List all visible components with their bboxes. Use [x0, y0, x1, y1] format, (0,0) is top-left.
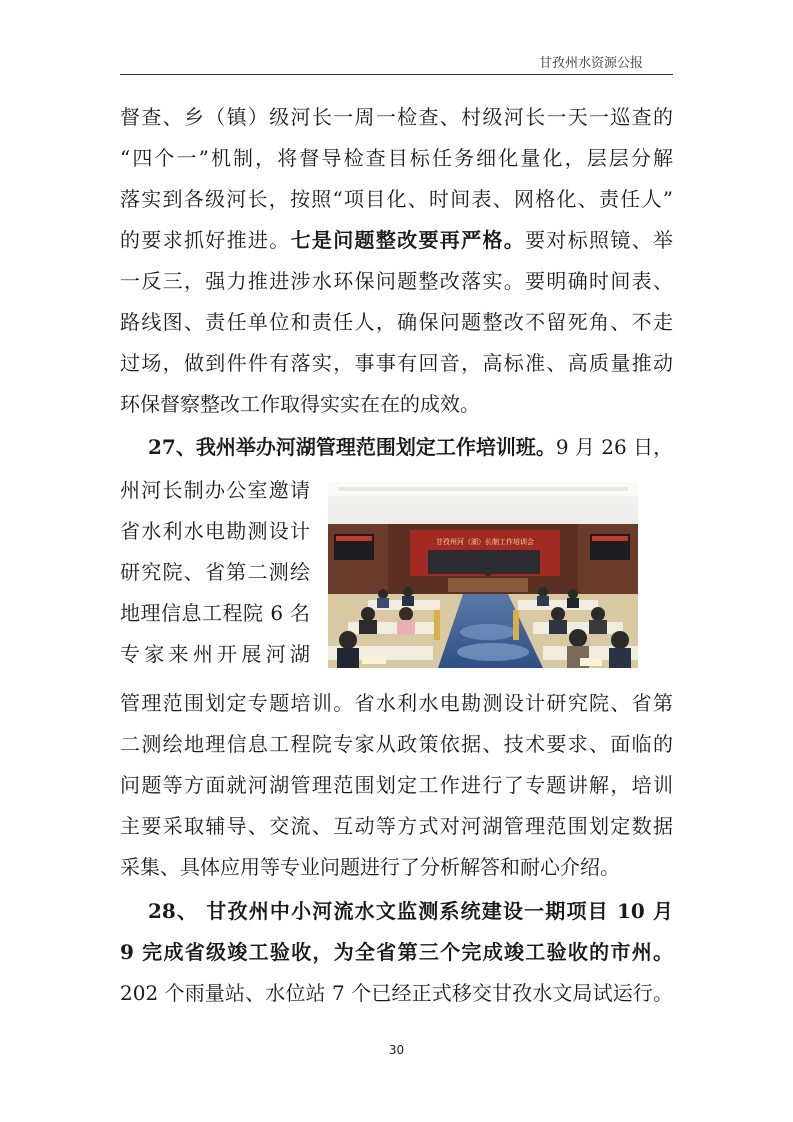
body-text: 9 月 26 日，	[555, 435, 673, 459]
item-27-heading	[148, 434, 673, 460]
body-line-7: 过场，做到件件有落实，事事有回音，高标准、高质量推动	[120, 351, 673, 375]
body-line-17: 202 个雨量站、水位站 7 个已经正式移交甘孜水文局试运行。	[120, 981, 673, 1005]
wrap-line-4: 地理信息工程院 6 名	[120, 601, 310, 625]
body-line-10: 管理范围划定专题培训。省水利水电勘测设计研究院、省第	[120, 691, 673, 715]
body-line-6: 路线图、责任单位和责任人，确保问题整改不留死角、不走	[120, 310, 673, 334]
training-meeting-photo	[328, 482, 638, 668]
body-text: 要对标照镜、举	[525, 228, 673, 252]
wrap-line-3: 研究院、省第二测绘	[120, 560, 310, 584]
body-line-8: 环保督察整改工作取得实实在在的成效。	[120, 392, 480, 416]
header-rule	[120, 74, 673, 75]
body-line-5: 一反三，强力推进涉水环保问题整改落实。要明确时间表、	[120, 269, 673, 293]
item-28-heading: 28、 甘孜州中小河流水文监测系统建设一期项目 10 月	[148, 899, 673, 923]
item-28-heading-cont: 9 完成省级竣工验收，为全省第三个完成竣工验收的市州。	[120, 940, 673, 964]
bold-heading: 七是问题整改要再严格。	[290, 228, 526, 252]
body-line-14: 采集、具体应用等专业问题进行了分析解答和耐心介绍。	[120, 855, 620, 879]
wrap-line-2: 省水利水电勘测设计	[120, 519, 310, 543]
body-line-3: 落实到各级河长，按照“项目化、时间表、网格化、责任人”	[120, 187, 673, 211]
body-line-11: 二测绘地理信息工程院专家从政策依据、技术要求、面临的	[120, 732, 673, 756]
body-line-2: “四个一”机制，将督导检查目标任务细化量化，层层分解	[120, 146, 673, 170]
wrap-line-1: 州河长制办公室邀请	[120, 478, 310, 502]
bold-heading: 27、我州举办河湖管理范围划定工作培训班。	[148, 435, 556, 459]
body-line-1: 督查、乡（镇）级河长一周一检查、村级河长一天一巡查的	[120, 105, 673, 129]
wrap-line-5: 专家来州开展河湖	[120, 642, 310, 666]
photo-banner-text: 甘孜州河（湖）长制工作培训会	[436, 538, 534, 546]
page-number: 30	[388, 1043, 405, 1057]
body-text: 的要求抓好推进。	[120, 228, 291, 252]
body-line-12: 问题等方面就河湖管理范围划定工作进行了专题讲解，培训	[120, 773, 673, 797]
body-line-13: 主要采取辅导、交流、互动等方式对河湖管理范围划定数据	[120, 814, 673, 838]
header-title: 甘孜州水资源公报	[538, 56, 643, 71]
body-line-4	[120, 227, 673, 253]
